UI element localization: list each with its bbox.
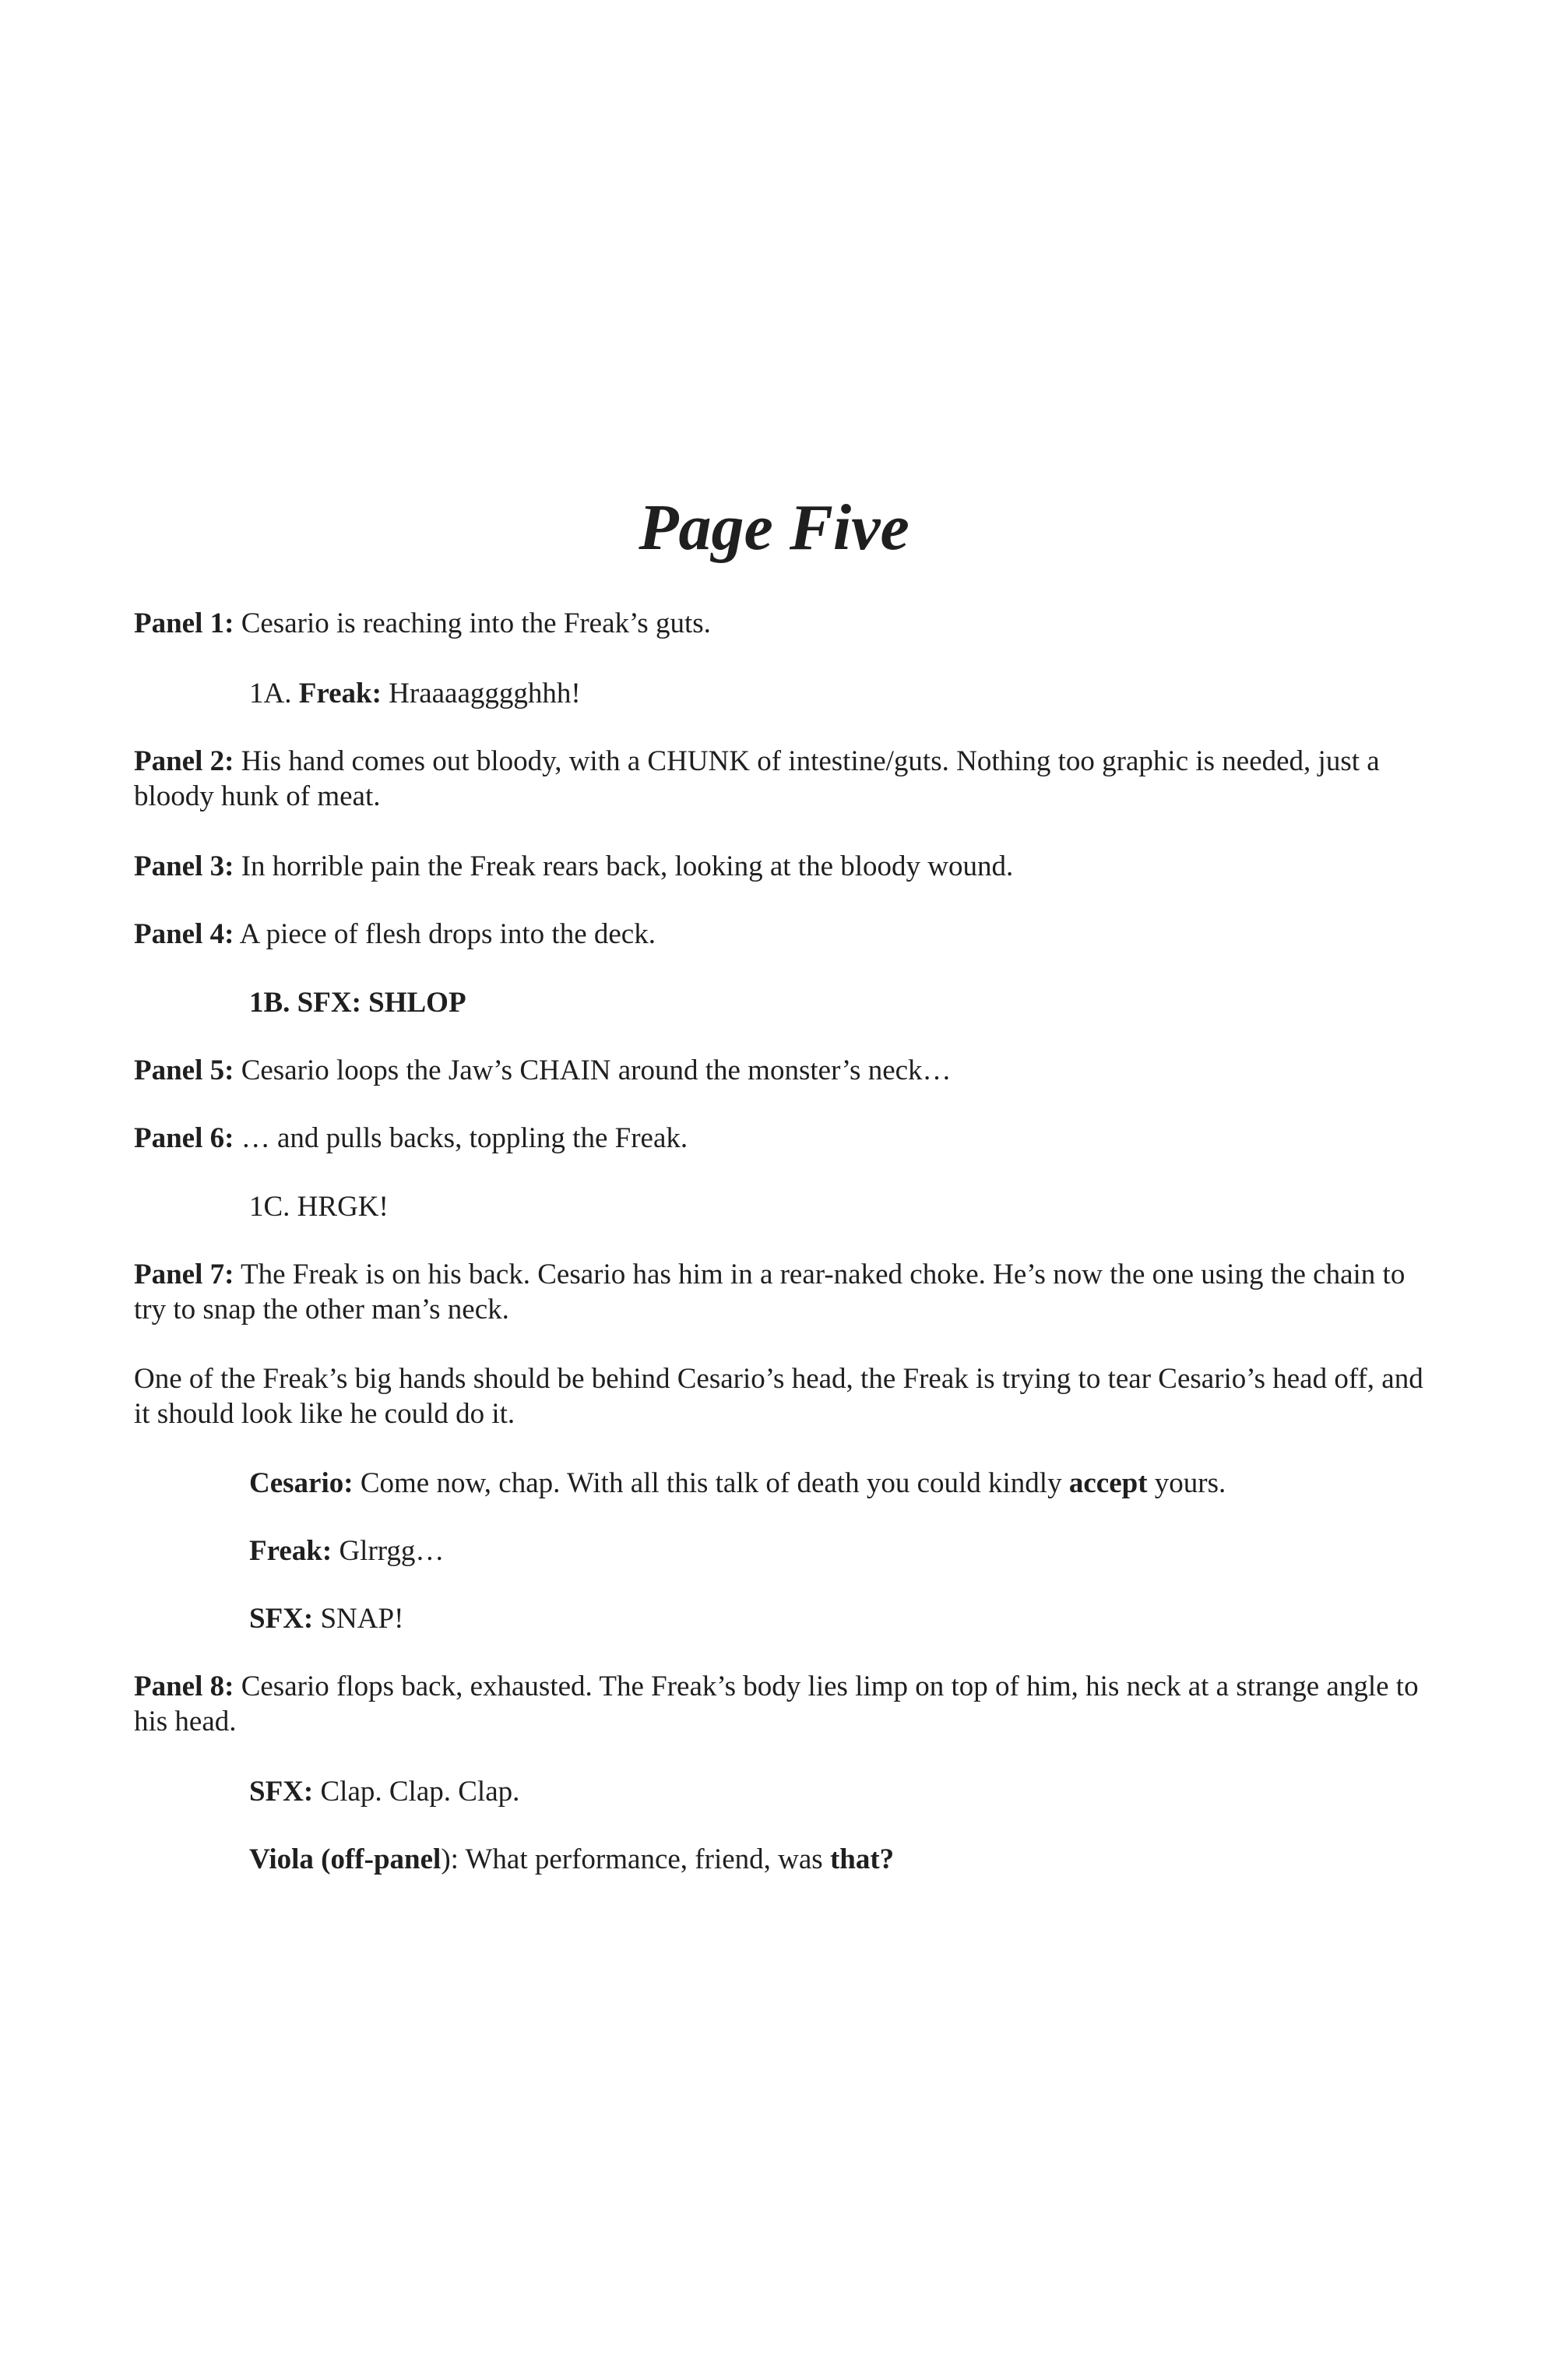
speaker-label: SFX: — [249, 1603, 314, 1635]
panel-label: Panel 4: — [134, 918, 234, 950]
panel-description: His hand comes out bloody, with a CHUNK of intestine/guts. Nothing too graphic is needed, just a bloody hunk of meat. — [134, 745, 1380, 812]
dialogue-text: Clap. Clap. Clap. — [313, 1776, 520, 1808]
dialogue-text: Come now, chap. With all this talk of death you could kindly — [353, 1467, 1069, 1499]
speaker-label: Cesario: — [249, 1467, 354, 1499]
dialogue-emphasis: that? — [829, 1843, 895, 1875]
panel-description: One of the Freak’s big hands should be behind Cesario’s head, the Freak is trying to tear Cesario’s head off, and it should look like he could do it. — [134, 1363, 1423, 1430]
speaker-label: Freak: — [298, 678, 382, 709]
dialogue-number: 1A. — [249, 678, 299, 709]
sfx-1b — [249, 985, 1427, 1020]
panel-description: In horrible pain the Freak rears back, looking at the bloody wound. — [234, 850, 1014, 882]
dialogue-viola — [249, 1842, 1427, 1877]
panel-label: Panel 7: — [134, 1259, 234, 1290]
panel-label: Panel 2: — [134, 745, 234, 777]
panel-7 — [134, 1257, 1427, 1327]
sfx-1c — [249, 1189, 1427, 1224]
speaker-label: Viola (off-panel — [249, 1843, 442, 1875]
panel-5 — [134, 1053, 1427, 1088]
panel-description: The Freak is on his back. Cesario has him in a rear-naked choke. He’s now the one using the chain to try to snap the other man’s neck. — [134, 1259, 1406, 1326]
page-title: Page Five — [639, 491, 909, 564]
panel-label: Panel 8: — [134, 1671, 234, 1702]
panel-label: Panel 5: — [134, 1054, 234, 1086]
panel-description: Cesario flops back, exhausted. The Freak’s body lies limp on top of him, his neck at a strange angle to his head. — [134, 1671, 1419, 1737]
panel-description: … and pulls backs, toppling the Freak. — [234, 1122, 688, 1154]
panel-7-note — [134, 1361, 1427, 1431]
sfx-snap — [249, 1601, 1427, 1636]
panel-1 — [134, 606, 1427, 641]
panel-label: Panel 3: — [134, 850, 234, 882]
panel-description: A piece of flesh drops into the deck. — [234, 918, 656, 950]
panel-8 — [134, 1669, 1427, 1739]
panel-description: Cesario loops the Jaw’s CHAIN around the monster’s neck… — [234, 1054, 952, 1086]
dialogue-text: Glrrgg… — [332, 1535, 445, 1567]
sfx-clap — [249, 1774, 1427, 1809]
sfx-line: 1B. SFX: SHLOP — [249, 987, 466, 1019]
panel-2 — [134, 744, 1427, 814]
panel-label: Panel 6: — [134, 1122, 234, 1154]
panel-4 — [134, 917, 1427, 952]
dialogue-text: ): What performance, friend, was — [441, 1843, 830, 1875]
panel-label: Panel 1: — [134, 607, 234, 639]
speaker-label: Freak: — [249, 1535, 332, 1567]
dialogue-text: Hraaaagggghhh! — [381, 678, 581, 709]
panel-description: Cesario is reaching into the Freak’s guts. — [234, 607, 711, 639]
panel-3 — [134, 849, 1427, 884]
dialogue-1a — [249, 676, 1427, 711]
dialogue-cesario — [249, 1466, 1427, 1501]
speaker-label: SFX: — [249, 1776, 314, 1808]
sfx-line: 1C. HRGK! — [249, 1191, 389, 1223]
dialogue-emphasis: accept — [1068, 1467, 1148, 1499]
dialogue-freak — [249, 1533, 1427, 1568]
dialogue-text: SNAP! — [313, 1603, 404, 1635]
dialogue-text: yours. — [1147, 1467, 1226, 1499]
panel-6 — [134, 1121, 1427, 1156]
